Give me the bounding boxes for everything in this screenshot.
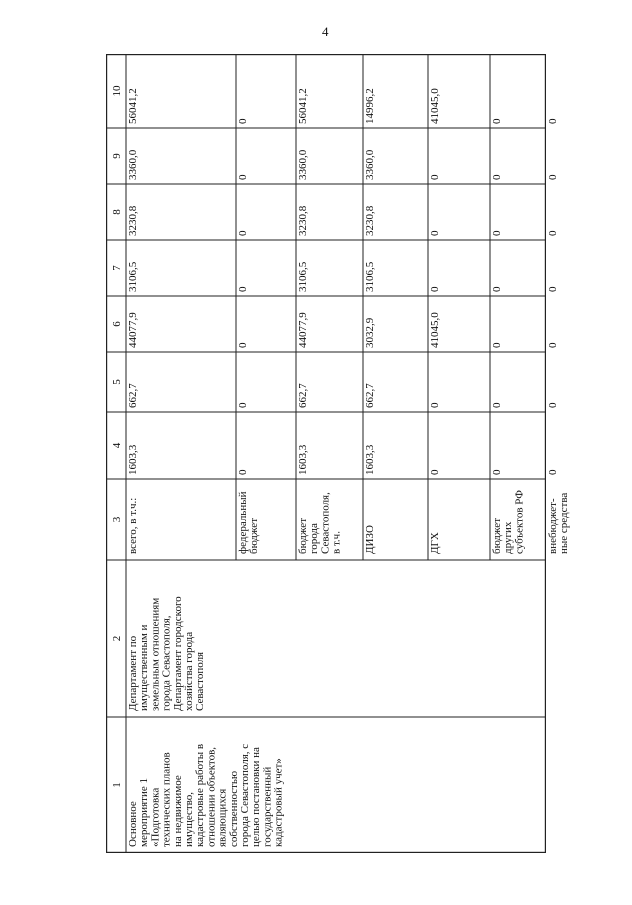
column-header-7	[111, 265, 123, 271]
row-5-value-4	[429, 469, 441, 475]
row-6-source-line: бюджет	[491, 518, 503, 554]
column-header-8	[111, 209, 123, 215]
row-6-value-10-line: 0	[491, 118, 503, 124]
row-5-value-5-line: 0	[429, 402, 441, 408]
measure-description-line: государственный	[261, 766, 274, 847]
row-5-value-7-line: 0	[429, 286, 441, 292]
table-frame	[107, 55, 546, 853]
row-2-value-9-line: 0	[237, 174, 249, 180]
row-6-value-8	[491, 230, 503, 236]
measure-description-line: кадастровые работы в	[194, 743, 207, 847]
column-header-6	[111, 321, 123, 327]
row-6-source-line: субъектов РФ	[513, 490, 526, 554]
measure-description-line: отношении объектов,	[205, 746, 218, 847]
row-4-value-9	[364, 149, 376, 180]
row-3-value-7-line: 3106,5	[297, 261, 309, 292]
row-5-value-6-line: 41045,0	[429, 312, 441, 348]
row-3-value-5	[297, 383, 309, 408]
measure-description-line: имущество,	[183, 791, 195, 847]
executor-description-line: Департамент по	[127, 635, 139, 711]
row-7-value-8-line: 0	[547, 230, 559, 236]
row-3-value-9-line: 3360,0	[297, 149, 309, 180]
row-7-value-5-line: 0	[547, 402, 559, 408]
row-2-value-4	[237, 469, 249, 475]
row-1-value-10	[127, 88, 139, 124]
row-4-value-8	[364, 205, 376, 236]
row-4-value-4-line: 1603,3	[364, 444, 376, 475]
row-5-value-5	[429, 402, 441, 408]
row-2-value-5	[237, 402, 249, 408]
row-4-value-6-line: 3032,9	[364, 317, 376, 348]
column-header-4	[111, 442, 123, 448]
row-1-value-4	[127, 444, 139, 475]
row-6-value-4-line: 0	[491, 469, 503, 475]
column-header-7-line: 7	[111, 265, 123, 271]
row-3-value-4-line: 1603,3	[297, 444, 309, 475]
measure-description-line: кадастровый учет»	[272, 758, 285, 847]
row-4-value-5	[364, 383, 376, 408]
row-2-value-7-line: 0	[237, 286, 249, 292]
row-5-value-4-line: 0	[429, 469, 441, 475]
row-7-value-6	[547, 342, 559, 348]
row-7-value-5	[547, 402, 559, 408]
row-4-value-9-line: 3360,0	[364, 149, 376, 180]
row-1-source-line: всего, в т.ч.:	[127, 497, 139, 554]
row-1-value-4-line: 1603,3	[127, 444, 139, 475]
row-5-value-9	[429, 174, 441, 180]
executor-description	[127, 596, 206, 711]
row-3-source	[297, 492, 343, 554]
column-header-3	[111, 516, 123, 522]
row-1-source	[127, 498, 139, 554]
row-1-value-8-line: 3230,8	[127, 205, 139, 236]
row-7-value-9-line: 0	[547, 174, 559, 180]
row-7-value-10	[547, 118, 559, 124]
row-7-value-4-line: 0	[547, 469, 559, 475]
row-7-value-10-line: 0	[547, 118, 559, 124]
row-7-source	[547, 493, 570, 554]
row-1-value-5-line: 662,7	[127, 383, 139, 408]
row-3-value-8-line: 3230,8	[297, 205, 309, 236]
measure-description-line: на недвижимое	[171, 775, 184, 847]
row-7-value-7	[547, 286, 559, 292]
row-4-source-line: ДИЗО	[364, 525, 376, 554]
column-header-2	[111, 636, 123, 642]
row-3-source-line: Севастополя,	[319, 492, 332, 554]
row-1-value-8	[127, 205, 139, 236]
measure-description-line: технических планов	[160, 752, 173, 847]
row-4-value-5-line: 662,7	[364, 383, 376, 408]
row-5-value-10	[429, 88, 441, 124]
row-2-value-8-line: 0	[237, 230, 249, 236]
row-6-value-4	[491, 469, 503, 475]
row-7-source-line: внебюджет-	[547, 498, 559, 554]
row-2-value-10	[237, 118, 249, 124]
executor-description-line: земельным отношениям	[149, 597, 162, 711]
page-number: 4	[322, 24, 329, 39]
row-5-value-8-line: 0	[429, 230, 441, 236]
row-3-value-7	[297, 261, 309, 292]
column-header-9	[111, 153, 123, 159]
row-1-value-5	[127, 383, 139, 408]
executor-description-line: хозяйства города	[183, 631, 195, 711]
measure-description-line: собственностью	[227, 770, 240, 847]
column-header-9-line: 9	[111, 153, 123, 159]
row-5-value-6	[429, 312, 441, 348]
row-6-value-8-line: 0	[491, 230, 503, 236]
row-1-value-7	[127, 261, 139, 292]
row-2-source	[237, 491, 260, 554]
row-3-source-line: в т.ч.	[330, 531, 343, 554]
column-header-4-line: 4	[111, 442, 123, 449]
row-7-value-7-line: 0	[547, 286, 559, 292]
row-2-value-8	[237, 230, 249, 236]
measure-description-line: целью постановки на	[250, 747, 263, 847]
row-7-value-8	[547, 230, 559, 236]
measure-description-line: являющихся	[216, 788, 229, 847]
row-3-value-6	[297, 312, 309, 348]
row-2-value-6	[237, 342, 249, 348]
row-3-value-10-line: 56041,2	[297, 88, 309, 124]
row-5-value-9-line: 0	[429, 174, 441, 180]
row-3-source-line: города	[308, 523, 321, 554]
row-2-value-7	[237, 286, 249, 292]
row-3-value-4	[297, 444, 309, 475]
row-2-value-10-line: 0	[237, 118, 249, 124]
column-header-5	[111, 379, 123, 385]
row-6-value-6	[491, 342, 503, 348]
row-1-value-6-line: 44077,9	[127, 312, 139, 348]
row-6-value-5	[491, 402, 503, 408]
row-3-value-6-line: 44077,9	[297, 312, 309, 348]
executor-description-line: Севастополя	[194, 651, 207, 711]
row-2-value-4-line: 0	[237, 469, 249, 475]
row-3-value-10	[297, 88, 309, 124]
row-1-value-10-line: 56041,2	[127, 88, 139, 124]
executor-description-line: Департамент городского	[171, 596, 184, 711]
row-5-value-8	[429, 230, 441, 236]
column-header-5-line: 5	[111, 379, 123, 385]
row-6-value-6-line: 0	[491, 342, 503, 348]
column-header-8-line: 8	[111, 209, 123, 215]
row-6-value-9-line: 0	[491, 174, 503, 180]
row-6-value-5-line: 0	[491, 402, 503, 408]
row-6-value-7	[491, 286, 503, 292]
column-header-2-line: 2	[111, 635, 123, 642]
measure-description-line: Основное	[127, 801, 139, 847]
row-3-source-line: бюджет	[297, 518, 309, 554]
row-2-value-6-line: 0	[237, 342, 249, 348]
row-2-value-5-line: 0	[237, 402, 249, 408]
row-7-value-9	[547, 174, 559, 180]
row-2-source-line: федеральный	[237, 491, 249, 554]
rotated-table-svg	[106, 54, 571, 853]
row-7-source-line: ные средства	[558, 492, 571, 554]
row-1-value-9-line: 3360,0	[127, 149, 139, 180]
row-2-source-line: бюджет	[248, 518, 261, 554]
row-7-value-4	[547, 469, 559, 475]
column-header-1	[111, 782, 123, 788]
row-5-source	[429, 532, 441, 554]
column-header-10	[111, 85, 123, 97]
row-7-value-6-line: 0	[547, 342, 559, 348]
row-4-value-7	[364, 261, 376, 292]
row-3-value-8	[297, 205, 309, 236]
executor-description-line: города Севастополя,	[160, 615, 173, 711]
row-2-value-9	[237, 174, 249, 180]
row-4-source	[364, 525, 376, 554]
row-3-value-9	[297, 149, 309, 180]
row-5-value-10-line: 41045,0	[429, 88, 441, 124]
row-3-value-5-line: 662,7	[297, 383, 309, 408]
row-5-value-7	[429, 286, 441, 292]
row-4-value-10	[364, 88, 376, 124]
row-6-value-7-line: 0	[491, 286, 503, 292]
row-4-value-6	[364, 317, 376, 348]
measure-description-line: «Подготовка	[149, 787, 162, 847]
executor-description-line: имущественным и	[138, 624, 151, 711]
measure-description	[127, 744, 285, 847]
row-6-source	[491, 490, 525, 554]
row-1-value-9	[127, 149, 139, 180]
budget-table	[106, 54, 571, 853]
row-6-source-line: других	[502, 521, 515, 554]
column-header-6-line: 6	[111, 321, 123, 327]
row-1-value-7-line: 3106,5	[127, 261, 139, 292]
row-4-value-7-line: 3106,5	[364, 261, 376, 292]
column-header-1-line: 1	[111, 782, 123, 788]
row-4-value-8-line: 3230,8	[364, 205, 376, 236]
row-6-value-10	[491, 118, 503, 124]
column-header-3-line: 3	[111, 516, 123, 523]
row-1-value-6	[127, 312, 139, 348]
measure-description-line: мероприятие 1	[138, 777, 151, 847]
row-5-source-line: ДГХ	[429, 532, 441, 554]
measure-description-line: города Севастополя, с	[239, 743, 251, 847]
column-header-10-line: 10	[111, 85, 123, 97]
row-6-value-9	[491, 174, 503, 180]
row-4-value-10-line: 14996,2	[364, 88, 376, 124]
row-4-value-4	[364, 444, 376, 475]
